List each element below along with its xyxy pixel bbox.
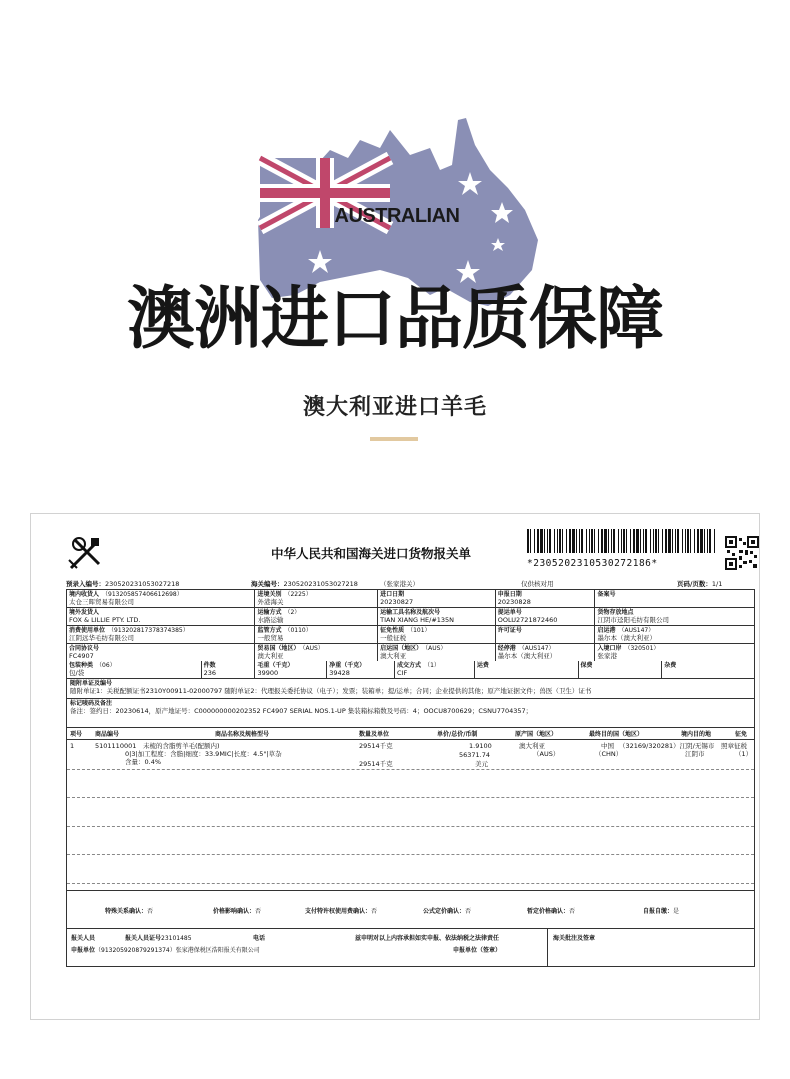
grid-cell	[496, 644, 596, 661]
grid-cell	[255, 590, 378, 607]
goods-header: 项号 商品编号 商品名称及规格型号 数量及单位 单价/总价/币制 原产国（地区） 最终目的国（地区） 境内目的地 征免	[67, 728, 754, 740]
field-label: 许可证号	[497, 627, 522, 634]
signature-row: 报关人员 报关人员证号23101485 电话 兹申明对以上内容承担如实申报、依法纳税之法律责任 海关批注及签章 申报单位（91320592087929137​4）张家港保税区浩阳报关有限公司 申报单位（签章）	[67, 928, 754, 966]
field-value: 江阴远华毛纺有限公司	[69, 634, 134, 642]
confirmation-row: 特殊关系确认：否 价格影响确认：否 支付特许权使用费确认：否 公式定价确认：否 暂定价格确认：否 自报自缴：是	[67, 890, 754, 928]
field-label: 入境口岸	[597, 645, 622, 652]
field-code: （AUS）	[425, 645, 447, 652]
field-value: 水路运输	[257, 616, 284, 624]
goods-divider	[67, 854, 754, 855]
grid-cell	[378, 608, 496, 625]
freight-cell: 运费	[475, 661, 579, 678]
field-value: FOX & LILLIE PTY. LTD.	[69, 616, 141, 624]
field-label: 启运港	[597, 627, 616, 634]
field-value: 墨尔本（澳大利亚）	[497, 652, 557, 660]
divider	[370, 437, 418, 441]
customs-emblem-icon	[65, 534, 105, 574]
field-value: 太仓三晖贸易有限公司	[69, 598, 134, 606]
grid-cell	[67, 608, 255, 625]
promo-banner	[0, 0, 790, 470]
field-label: 进境关别	[257, 591, 282, 598]
field-code: （913205857406612698）	[102, 591, 183, 598]
reference-note: 仅供核对用	[521, 580, 554, 588]
grid-row	[67, 608, 754, 626]
field-value: OOLU2721872460	[497, 616, 558, 624]
field-value: TIAN XIANG HE/#135N	[380, 616, 455, 624]
attached-docs-row: 随附单证及编号 随附单证1：关税配额证书2310Y00911-02000797 随附单证2：代理报关委托协议（电子）；发票；装箱单；提/运单；合同；企业提供的其他；原产地证据文件；兽医（卫生）证书	[67, 679, 754, 699]
field-code: （AUS）	[302, 645, 324, 652]
barcode-icon	[527, 529, 719, 553]
field-value: 外港海关	[257, 598, 284, 606]
grid-cell	[595, 644, 754, 661]
field-value: 墨尔本（澳大利亚）	[597, 634, 656, 642]
goods-divider	[67, 826, 754, 827]
field-label: 启运国（地区）	[380, 645, 423, 652]
field-value: 20230828	[497, 598, 531, 606]
grid-cell	[496, 590, 596, 607]
field-value: 张家港	[597, 652, 617, 660]
field-label: 境内收货人	[69, 591, 100, 598]
field-label: 消费使用单位	[69, 627, 106, 634]
insurance-cell: 保费	[579, 661, 663, 678]
grid-cell	[67, 644, 255, 661]
pieces-cell: 件数 236	[202, 661, 256, 678]
barcode	[527, 529, 719, 569]
banner-title: 澳洲进口品质保障	[126, 280, 663, 359]
goods-section	[67, 728, 754, 890]
field-label: 征免性质	[380, 627, 405, 634]
field-label: 申报日期	[497, 591, 522, 598]
field-code: （2225）	[284, 591, 312, 598]
qr-code-icon	[725, 536, 759, 570]
goods-divider	[67, 797, 754, 798]
field-code: （320501）	[624, 645, 660, 652]
customs-number: 海关编号：230520231053027218 （张家港关）	[251, 580, 420, 588]
grid-row	[67, 590, 754, 608]
grid-cell	[255, 608, 378, 625]
grid-cell	[67, 590, 255, 607]
grid-row	[67, 626, 754, 644]
marks-row: 标记唛码及备注 备注：签约日：20230614，原产地证号：C000000000202352 FC4907 SERIAL NOS.1-UP 集装箱标箱数及号码：4；OOCU8700629；CSNU7704357；	[67, 699, 754, 728]
preentry-number: 预录入编号：230520231053027218	[66, 580, 180, 588]
banner-subtitle: 澳大利亚进口羊毛	[302, 395, 487, 420]
declaration-grid	[66, 589, 755, 967]
sign-divider	[547, 929, 548, 966]
goods-item-row: 1 5101110001 未梳的含脂剪羊毛(配额内) 0|3|加工程度：含脂|细度：33.9MIC|长度：4.5"|草杂 含量：0.4% 29514千克 29514千克 1.9100 56371.74 美元 澳大利亚 （AUS） 中国 （CHN） （32169/320281）江阴/无锡市 江阴市 照章征税 （1）	[67, 740, 754, 890]
field-label: 运输方式	[257, 609, 282, 616]
grid-cell	[255, 626, 378, 643]
field-value: 澳大利亚	[380, 652, 407, 660]
field-label: 货物存放地点	[597, 609, 634, 616]
barcode-text: *2305202310530272186*	[527, 558, 658, 569]
field-label: 备案号	[597, 591, 616, 598]
field-value: 一般征税	[380, 634, 407, 642]
field-label: 合同协议号	[69, 645, 100, 652]
grid-cell	[67, 626, 255, 643]
packing-row	[67, 661, 754, 679]
gross-weight-cell: 毛重（千克） 39900	[255, 661, 327, 678]
grid-cell	[378, 626, 496, 643]
grid-cell	[595, 590, 754, 607]
field-code: （AUS147）	[518, 645, 555, 652]
grid-cell	[378, 590, 496, 607]
packing-type-cell: 包装种类 （06） 包/袋	[67, 661, 202, 678]
field-label: 贸易国（地区）	[257, 645, 300, 652]
field-label: 提运单号	[497, 609, 522, 616]
field-label: 进口日期	[380, 591, 405, 598]
field-code: （AUS147）	[618, 627, 655, 634]
field-value: 澳大利亚	[257, 652, 284, 660]
field-code: （913202817378374385）	[108, 627, 189, 634]
field-label: 监管方式	[257, 627, 282, 634]
goods-divider	[67, 769, 754, 770]
field-label: 运输工具名称及航次号	[380, 609, 441, 616]
field-code: （101）	[407, 627, 431, 634]
field-label: 境外发货人	[69, 609, 100, 616]
grid-cell	[595, 608, 754, 625]
grid-cell	[255, 644, 378, 661]
goods-divider	[67, 883, 754, 884]
field-value: 20230827	[380, 598, 414, 606]
field-value: 江阴市迳阳毛纺有限公司	[597, 616, 669, 624]
grid-cell	[496, 626, 596, 643]
customs-declaration	[30, 513, 760, 1020]
other-fees-cell: 杂费	[664, 662, 677, 669]
grid-cell	[378, 644, 496, 661]
field-value: FC4907	[69, 652, 94, 660]
map-word: AUSTRALIAN	[334, 205, 460, 227]
field-value: 一般贸易	[257, 634, 284, 642]
field-label: 经停港	[497, 645, 516, 652]
field-code: （0110）	[284, 627, 312, 634]
grid-cell	[595, 626, 754, 643]
grid-row	[67, 644, 754, 661]
page-count: 页码/页数：1/1	[677, 580, 723, 588]
net-weight-cell: 净重（千克） 39428	[327, 661, 395, 678]
grid-cell	[496, 608, 596, 625]
deal-terms-cell: 成交方式 （1） CIF	[395, 661, 475, 678]
document-title: 中华人民共和国海关进口货物报关单	[271, 546, 472, 561]
field-code: （2）	[284, 609, 301, 616]
